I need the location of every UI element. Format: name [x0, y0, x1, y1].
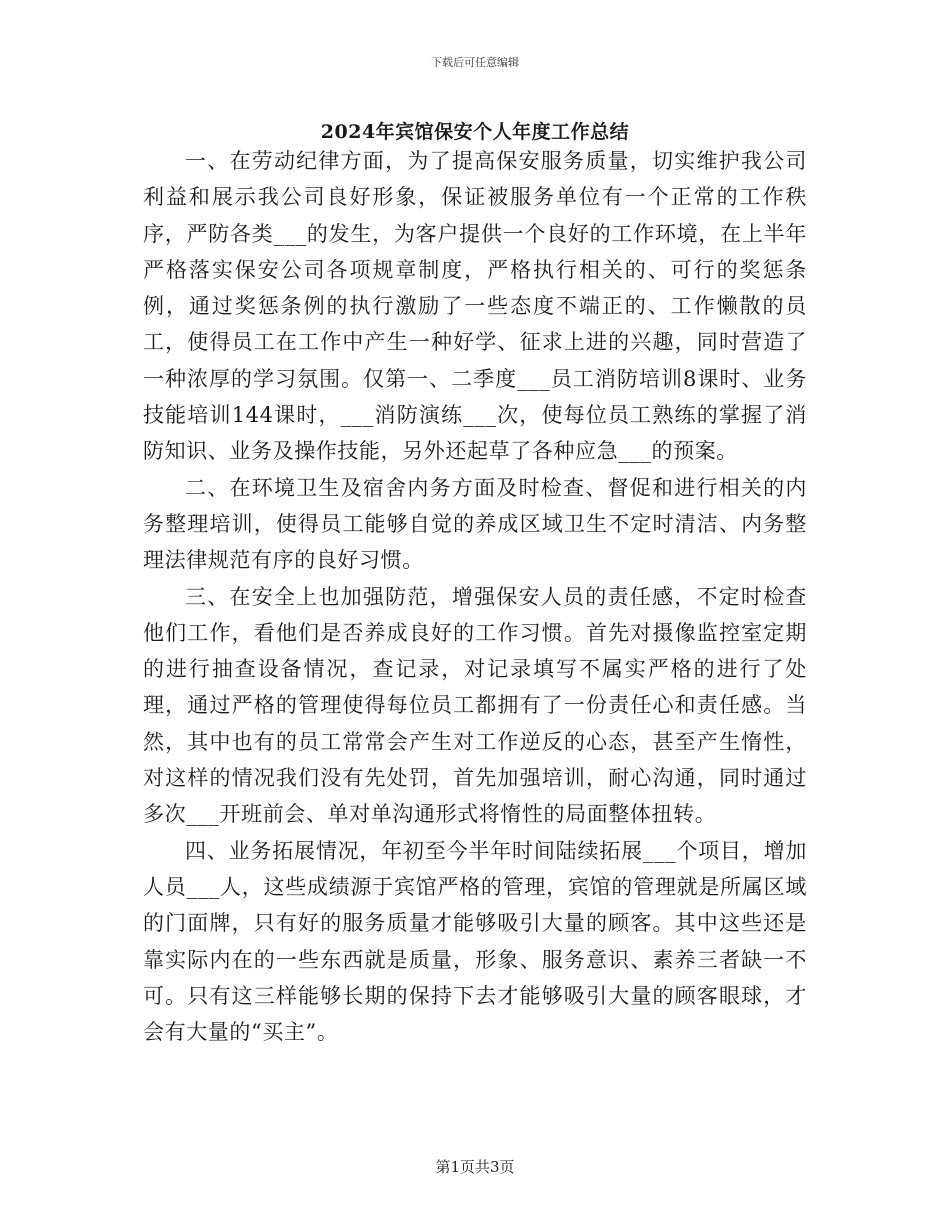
- paragraph-environment-hygiene: 二、在环境卫生及宿舍内务方面及时检查、督促和进行相关的内务整理培训，使得员工能够自觉的养成区域卫生不定时清洁、内务整理法律规范有序的良好习惯。: [143, 475, 807, 573]
- paragraph-labor-discipline: 一、在劳动纪律方面，为了提高保安服务质量，切实维护我公司利益和展示我公司良好形象，保证被服务单位有一个正常的工作秩序，严防各类___的发生，为客户提供一个良好的工作环境，在上半年严格落实保安公司各项规章制度，严格执行相关的、可行的奖惩条例，通过奖惩条例的执行激励了一些态度不端正的、工作懒散的员工，使得员工在工作中产生一种好学、征求上进的兴趣，同时营造了一种浓厚的学习氛围。仅第一、二季度___员工消防培训8课时、业务技能培训144课时，___消防演练___次，使每位员工熟练的掌握了消防知识、业务及操作技能，另外还起草了各种应急___的预案。: [143, 149, 807, 464]
- paragraph-business-expansion: 四、业务拓展情况，年初至今半年时间陆续拓展___个项目，增加人员___人，这些成绩源于宾馆严格的管理，宾馆的管理就是所属区域的门面牌，只有好的服务质量才能够吸引大量的顾客。其中这些还是靠实际内在的一些东西就是质量，形象、服务意识、素养三者缺一不可。只有这三样能够长期的保持下去才能够吸引大量的顾客眼球，才会有大量的“买主”。: [143, 838, 807, 1045]
- document-title: 2024年宾馆保安个人年度工作总结: [320, 121, 630, 143]
- document-body: [143, 143, 807, 1050]
- paragraph-safety: 三、在安全上也加强防范，增强保安人员的责任感，不定时检查他们工作，看他们是否养成良好的工作习惯。首先对摄像监控室定期的进行抽查设备情况，查记录，对记录填写不属实严格的进行了处理，通过严格的管理使得每位员工都拥有了一份责任心和责任感。当然，其中也有的员工常常会产生对工作逆反的心态，甚至产生惰性，对这样的情况我们没有先处罚，首先加强培训，耐心沟通，同时通过多次___开班前会、单对单沟通形式将惰性的局面整体扭转。: [143, 584, 807, 827]
- page-number-footer: 第1页共3页: [435, 1158, 515, 1176]
- header-note: 下载后可任意编辑: [431, 56, 519, 69]
